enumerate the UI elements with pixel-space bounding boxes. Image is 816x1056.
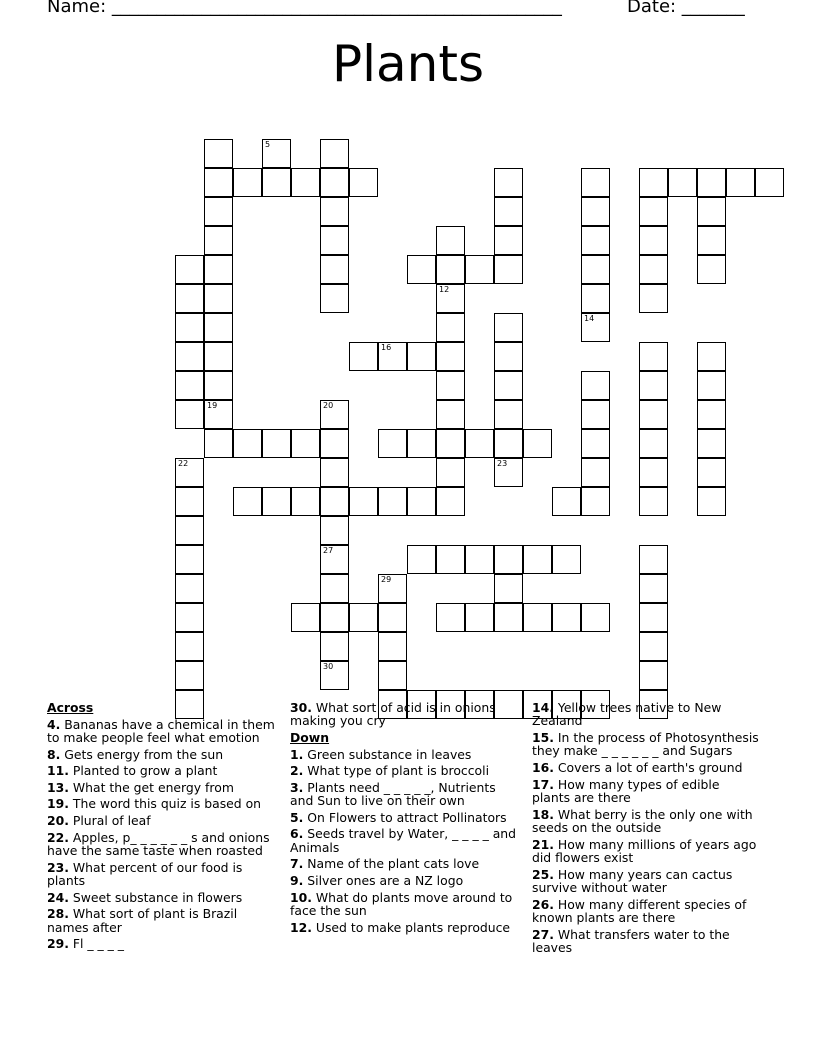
grid-cell[interactable]: [465, 603, 494, 632]
grid-cell[interactable]: [320, 574, 349, 603]
grid-cell[interactable]: [639, 255, 668, 284]
grid-cell[interactable]: [175, 284, 204, 313]
grid-cell[interactable]: [204, 371, 233, 400]
clue-item-number: 25.: [532, 866, 554, 882]
clue-item: [47, 891, 275, 904]
clue-item: [532, 701, 760, 728]
grid-cell[interactable]: [175, 516, 204, 545]
grid-cell[interactable]: [407, 255, 436, 284]
grid-cell[interactable]: [755, 168, 784, 197]
clue-item: [47, 937, 275, 950]
clue-item-text: What do plants move around to face the sun: [290, 889, 513, 918]
clue-item-number: 26.: [532, 896, 554, 912]
clue-item-number: 22.: [47, 829, 69, 845]
grid-cell[interactable]: [204, 139, 233, 168]
grid-cell[interactable]: [465, 255, 494, 284]
grid-cell[interactable]: [436, 458, 465, 487]
clue-item-number: 9.: [290, 872, 304, 888]
clue-item: [532, 778, 760, 805]
grid-cell[interactable]: [639, 661, 668, 690]
clue-item-number: 23.: [47, 859, 69, 875]
grid-cell[interactable]: [349, 603, 378, 632]
grid-cell[interactable]: [494, 197, 523, 226]
grid-cell[interactable]: [320, 197, 349, 226]
clue-item-number: 13.: [47, 779, 69, 795]
clue-item: [47, 781, 275, 794]
grid-cell[interactable]: [697, 400, 726, 429]
grid-cell[interactable]: [494, 458, 523, 487]
clue-item-text: Bananas have a chemical in them to make people feel what emotion: [47, 716, 275, 745]
grid-cell[interactable]: [581, 284, 610, 313]
clue-item-text: What the get energy from: [68, 779, 234, 795]
grid-cell[interactable]: [581, 226, 610, 255]
grid-cell[interactable]: [436, 603, 465, 632]
grid-cell[interactable]: [378, 632, 407, 661]
grid-cell[interactable]: [378, 487, 407, 516]
clue-item-text: Name of the plant cats love: [303, 856, 480, 872]
grid-cell[interactable]: [494, 371, 523, 400]
grid-cell[interactable]: [349, 168, 378, 197]
grid-cell[interactable]: [436, 487, 465, 516]
clue-item: [532, 928, 760, 955]
section-label: Across: [47, 700, 94, 715]
grid-cell[interactable]: [204, 255, 233, 284]
grid-cell[interactable]: [552, 603, 581, 632]
grid-cell[interactable]: [320, 632, 349, 661]
clue-number: 14: [584, 314, 595, 323]
grid-cell[interactable]: [407, 487, 436, 516]
grid-cell[interactable]: [639, 197, 668, 226]
grid-cell[interactable]: [639, 226, 668, 255]
clue-item: [47, 907, 275, 934]
grid-cell[interactable]: [494, 313, 523, 342]
clue-item: [47, 748, 275, 761]
grid-cell[interactable]: [697, 342, 726, 371]
clue-item-text: What berry is the only one with seeds on the outside: [532, 806, 753, 835]
clue-item-number: 7.: [290, 856, 304, 872]
grid-cell[interactable]: [175, 661, 204, 690]
clue-item: [47, 797, 275, 810]
grid-cell[interactable]: [436, 284, 465, 313]
grid-cell[interactable]: [407, 545, 436, 574]
grid-cell[interactable]: [291, 603, 320, 632]
clues-column-2: [290, 701, 518, 937]
grid-cell[interactable]: [494, 255, 523, 284]
grid-cell[interactable]: [436, 371, 465, 400]
grid-cell[interactable]: [320, 168, 349, 197]
grid-cell[interactable]: [175, 458, 204, 487]
grid-cell[interactable]: [320, 487, 349, 516]
grid-cell[interactable]: [291, 429, 320, 458]
grid-cell[interactable]: [726, 168, 755, 197]
clue-number: 5: [265, 140, 271, 149]
grid-cell[interactable]: [291, 487, 320, 516]
grid-cell[interactable]: [320, 429, 349, 458]
grid-cell[interactable]: [175, 545, 204, 574]
clue-item-number: 24.: [47, 889, 69, 905]
grid-cell[interactable]: [320, 661, 349, 690]
clue-item-number: 4.: [47, 716, 61, 732]
clue-number: 30: [323, 662, 334, 671]
grid-cell[interactable]: [494, 545, 523, 574]
clue-item: [532, 761, 760, 774]
grid-cell[interactable]: [436, 255, 465, 284]
clue-item-number: 29.: [47, 936, 69, 952]
clue-item: [532, 731, 760, 758]
clue-item: [290, 857, 518, 870]
clue-item-number: 30.: [290, 700, 312, 715]
clue-item-text: How many years can cactus survive without water: [532, 866, 733, 895]
clue-item: [47, 831, 275, 858]
grid-cell[interactable]: [523, 429, 552, 458]
grid-cell[interactable]: [204, 197, 233, 226]
grid-cell[interactable]: [175, 603, 204, 632]
grid-cell[interactable]: [320, 400, 349, 429]
grid-cell[interactable]: [291, 168, 320, 197]
grid-cell[interactable]: [697, 255, 726, 284]
grid-cell[interactable]: [436, 400, 465, 429]
name-field[interactable]: Name: __________________________________________________: [47, 0, 562, 17]
clue-number: 20: [323, 401, 334, 410]
grid-cell[interactable]: [378, 661, 407, 690]
clue-item-text: Apples, p_ _ _ _ _ _ s and onions have the same taste when roasted: [47, 829, 270, 858]
page-title: Plants: [331, 35, 485, 93]
grid-cell[interactable]: [668, 168, 697, 197]
grid-cell[interactable]: [581, 168, 610, 197]
clue-item-text: Plants need _ _ _ _ _, Nutrients and Sun to live on their own: [290, 779, 496, 809]
clue-item-text: How many types of edible plants are there: [532, 776, 720, 805]
grid-cell[interactable]: [436, 313, 465, 342]
grid-cell[interactable]: [175, 313, 204, 342]
grid-cell[interactable]: [175, 255, 204, 284]
grid-cell[interactable]: [233, 487, 262, 516]
grid-cell[interactable]: [378, 603, 407, 632]
grid-cell[interactable]: [639, 458, 668, 487]
clue-item: [47, 718, 275, 745]
grid-cell[interactable]: [581, 197, 610, 226]
grid-cell[interactable]: [494, 603, 523, 632]
grid-cell[interactable]: [175, 574, 204, 603]
grid-cell[interactable]: [262, 429, 291, 458]
clue-item-text: How many millions of years ago did flowers exist: [532, 836, 757, 865]
clue-number: 19: [207, 401, 218, 410]
grid-cell[interactable]: [204, 313, 233, 342]
grid-cell[interactable]: [639, 429, 668, 458]
clue-item-text: Sweet substance in flowers: [68, 889, 243, 905]
date-field[interactable]: Date: _______: [627, 0, 745, 17]
grid-cell[interactable]: [175, 632, 204, 661]
clue-item-number: 5.: [290, 809, 304, 825]
clue-item-text: Covers a lot of earth's ground: [553, 760, 743, 775]
grid-cell[interactable]: [639, 603, 668, 632]
grid-cell[interactable]: [639, 487, 668, 516]
grid-cell[interactable]: [552, 487, 581, 516]
grid-cell[interactable]: [262, 139, 291, 168]
clue-item-text: On Flowers to attract Pollinators: [303, 809, 507, 825]
clue-item-text: Plural of leaf: [68, 812, 151, 828]
grid-cell[interactable]: [349, 342, 378, 371]
grid-cell[interactable]: [204, 429, 233, 458]
grid-cell[interactable]: [175, 371, 204, 400]
clue-item-number: 1.: [290, 746, 304, 762]
grid-cell[interactable]: [697, 371, 726, 400]
clue-number: 16: [381, 343, 392, 352]
grid-cell[interactable]: [436, 545, 465, 574]
grid-cell[interactable]: [581, 400, 610, 429]
grid-cell[interactable]: [639, 545, 668, 574]
grid-cell[interactable]: [436, 429, 465, 458]
clue-item-text: Green substance in leaves: [303, 746, 472, 762]
grid-cell[interactable]: [697, 458, 726, 487]
clue-item-text: What type of plant is broccoli: [303, 763, 490, 779]
clue-item-number: 28.: [47, 906, 69, 922]
grid-cell[interactable]: [697, 429, 726, 458]
grid-cell[interactable]: [407, 429, 436, 458]
clue-item-number: 2.: [290, 763, 304, 779]
grid-cell[interactable]: [204, 400, 233, 429]
grid-cell[interactable]: [465, 545, 494, 574]
grid-cell[interactable]: [320, 516, 349, 545]
grid-cell[interactable]: [697, 487, 726, 516]
clue-item-text: The word this quiz is based on: [68, 796, 262, 812]
grid-cell[interactable]: [204, 168, 233, 197]
grid-cell[interactable]: [320, 139, 349, 168]
clue-item-number: 19.: [47, 796, 69, 812]
clue-number: 27: [323, 546, 334, 555]
grid-cell[interactable]: [349, 487, 378, 516]
clue-item-number: 15.: [532, 730, 554, 745]
clue-item-text: Planted to grow a plant: [68, 763, 218, 779]
grid-cell[interactable]: [639, 284, 668, 313]
grid-cell[interactable]: [494, 342, 523, 371]
grid-cell[interactable]: [581, 313, 610, 342]
clue-item: [290, 701, 518, 728]
grid-cell[interactable]: [639, 400, 668, 429]
clue-item-number: 6.: [290, 826, 304, 842]
grid-cell[interactable]: [204, 342, 233, 371]
grid-cell[interactable]: [320, 226, 349, 255]
clue-item-number: 12.: [290, 919, 312, 935]
grid-cell[interactable]: [697, 226, 726, 255]
grid-cell[interactable]: [407, 342, 436, 371]
grid-cell[interactable]: [639, 632, 668, 661]
grid-cell[interactable]: [581, 429, 610, 458]
clue-item: [290, 764, 518, 777]
grid-cell[interactable]: [697, 197, 726, 226]
clue-number: 23: [497, 459, 508, 468]
grid-cell[interactable]: [494, 226, 523, 255]
clue-item: [47, 764, 275, 777]
grid-cell[interactable]: [494, 400, 523, 429]
clue-item: [290, 921, 518, 934]
grid-cell[interactable]: [523, 545, 552, 574]
grid-cell[interactable]: [320, 545, 349, 574]
clue-item: [290, 748, 518, 761]
grid-cell[interactable]: [320, 603, 349, 632]
clue-item: [290, 874, 518, 887]
clue-item-number: 18.: [532, 806, 554, 822]
clue-item-number: 3.: [290, 779, 304, 795]
clue-item-text: What transfers water to the leaves: [532, 926, 730, 955]
clue-item-text: How many different species of known plants are there: [532, 896, 747, 925]
grid-cell[interactable]: [465, 429, 494, 458]
grid-cell[interactable]: [378, 342, 407, 371]
clue-item-number: 21.: [532, 836, 554, 852]
clue-item-number: 14.: [532, 700, 554, 715]
clue-item: [290, 827, 518, 854]
grid-cell[interactable]: [639, 371, 668, 400]
clue-item-text: Gets energy from the sun: [60, 746, 224, 762]
grid-cell[interactable]: [697, 168, 726, 197]
grid-cell[interactable]: [581, 255, 610, 284]
clue-item-number: 27.: [532, 926, 554, 942]
grid-cell[interactable]: [233, 168, 262, 197]
clue-item-text: Seeds travel by Water, _ _ _ _ and Animals: [290, 826, 517, 855]
clue-item-text: Used to make plants reproduce: [311, 919, 511, 935]
grid-cell[interactable]: [378, 429, 407, 458]
grid-cell[interactable]: [639, 342, 668, 371]
clue-item: [47, 861, 275, 888]
grid-cell[interactable]: [320, 458, 349, 487]
grid-cell[interactable]: [581, 458, 610, 487]
clue-number: 12: [439, 285, 450, 294]
grid-cell[interactable]: [320, 255, 349, 284]
clue-item-number: 8.: [47, 746, 61, 762]
grid-cell[interactable]: [175, 342, 204, 371]
section-heading: [47, 701, 275, 714]
clue-item-text: What sort of plant is Brazil names after: [47, 906, 238, 935]
clue-item: [290, 781, 518, 808]
clue-item: [47, 814, 275, 827]
clues-column-3: [532, 701, 760, 958]
grid-cell[interactable]: [175, 400, 204, 429]
grid-cell[interactable]: [523, 603, 552, 632]
grid-cell[interactable]: [262, 487, 291, 516]
grid-cell[interactable]: [233, 429, 262, 458]
grid-cell[interactable]: [436, 342, 465, 371]
clue-number: 22: [178, 459, 189, 468]
section-heading: [290, 731, 518, 744]
clue-number: 29: [381, 575, 392, 584]
grid-cell[interactable]: [204, 226, 233, 255]
clue-item-number: 10.: [290, 889, 312, 905]
grid-cell[interactable]: [494, 574, 523, 603]
section-label: Down: [290, 730, 330, 745]
grid-cell[interactable]: [378, 574, 407, 603]
grid-cell[interactable]: [262, 168, 291, 197]
clue-item-text: In the process of Photosynthesis they make _ _ _ _ _ _ and Sugars: [532, 730, 759, 759]
grid-cell[interactable]: [552, 545, 581, 574]
clue-item: [532, 868, 760, 895]
grid-cell[interactable]: [581, 603, 610, 632]
grid-cell[interactable]: [204, 284, 233, 313]
clue-item-text: What sort of acid is in onions making you cry: [290, 700, 496, 729]
grid-cell[interactable]: [436, 226, 465, 255]
grid-cell[interactable]: [494, 168, 523, 197]
grid-cell[interactable]: [320, 284, 349, 313]
clue-item-text: Fl _ _ _ _: [68, 936, 124, 952]
grid-cell[interactable]: [639, 168, 668, 197]
clue-item-number: 16.: [532, 760, 554, 775]
clue-item-number: 20.: [47, 812, 69, 828]
clue-item-text: Silver ones are a NZ logo: [303, 872, 464, 888]
grid-cell[interactable]: [581, 371, 610, 400]
clue-item-text: Yellow trees native to New Zealand: [532, 700, 722, 729]
clue-item: [532, 898, 760, 925]
grid-cell[interactable]: [494, 429, 523, 458]
clue-item: [532, 838, 760, 865]
grid-cell[interactable]: [639, 574, 668, 603]
grid-cell[interactable]: [581, 487, 610, 516]
clue-item-text: What percent of our food is plants: [47, 859, 243, 888]
clues-column-1: [47, 701, 275, 954]
clue-item: [290, 891, 518, 918]
clue-item: [290, 811, 518, 824]
clue-item-number: 11.: [47, 763, 69, 779]
grid-cell[interactable]: [175, 487, 204, 516]
clue-item: [532, 808, 760, 835]
clue-item-number: 17.: [532, 776, 554, 792]
